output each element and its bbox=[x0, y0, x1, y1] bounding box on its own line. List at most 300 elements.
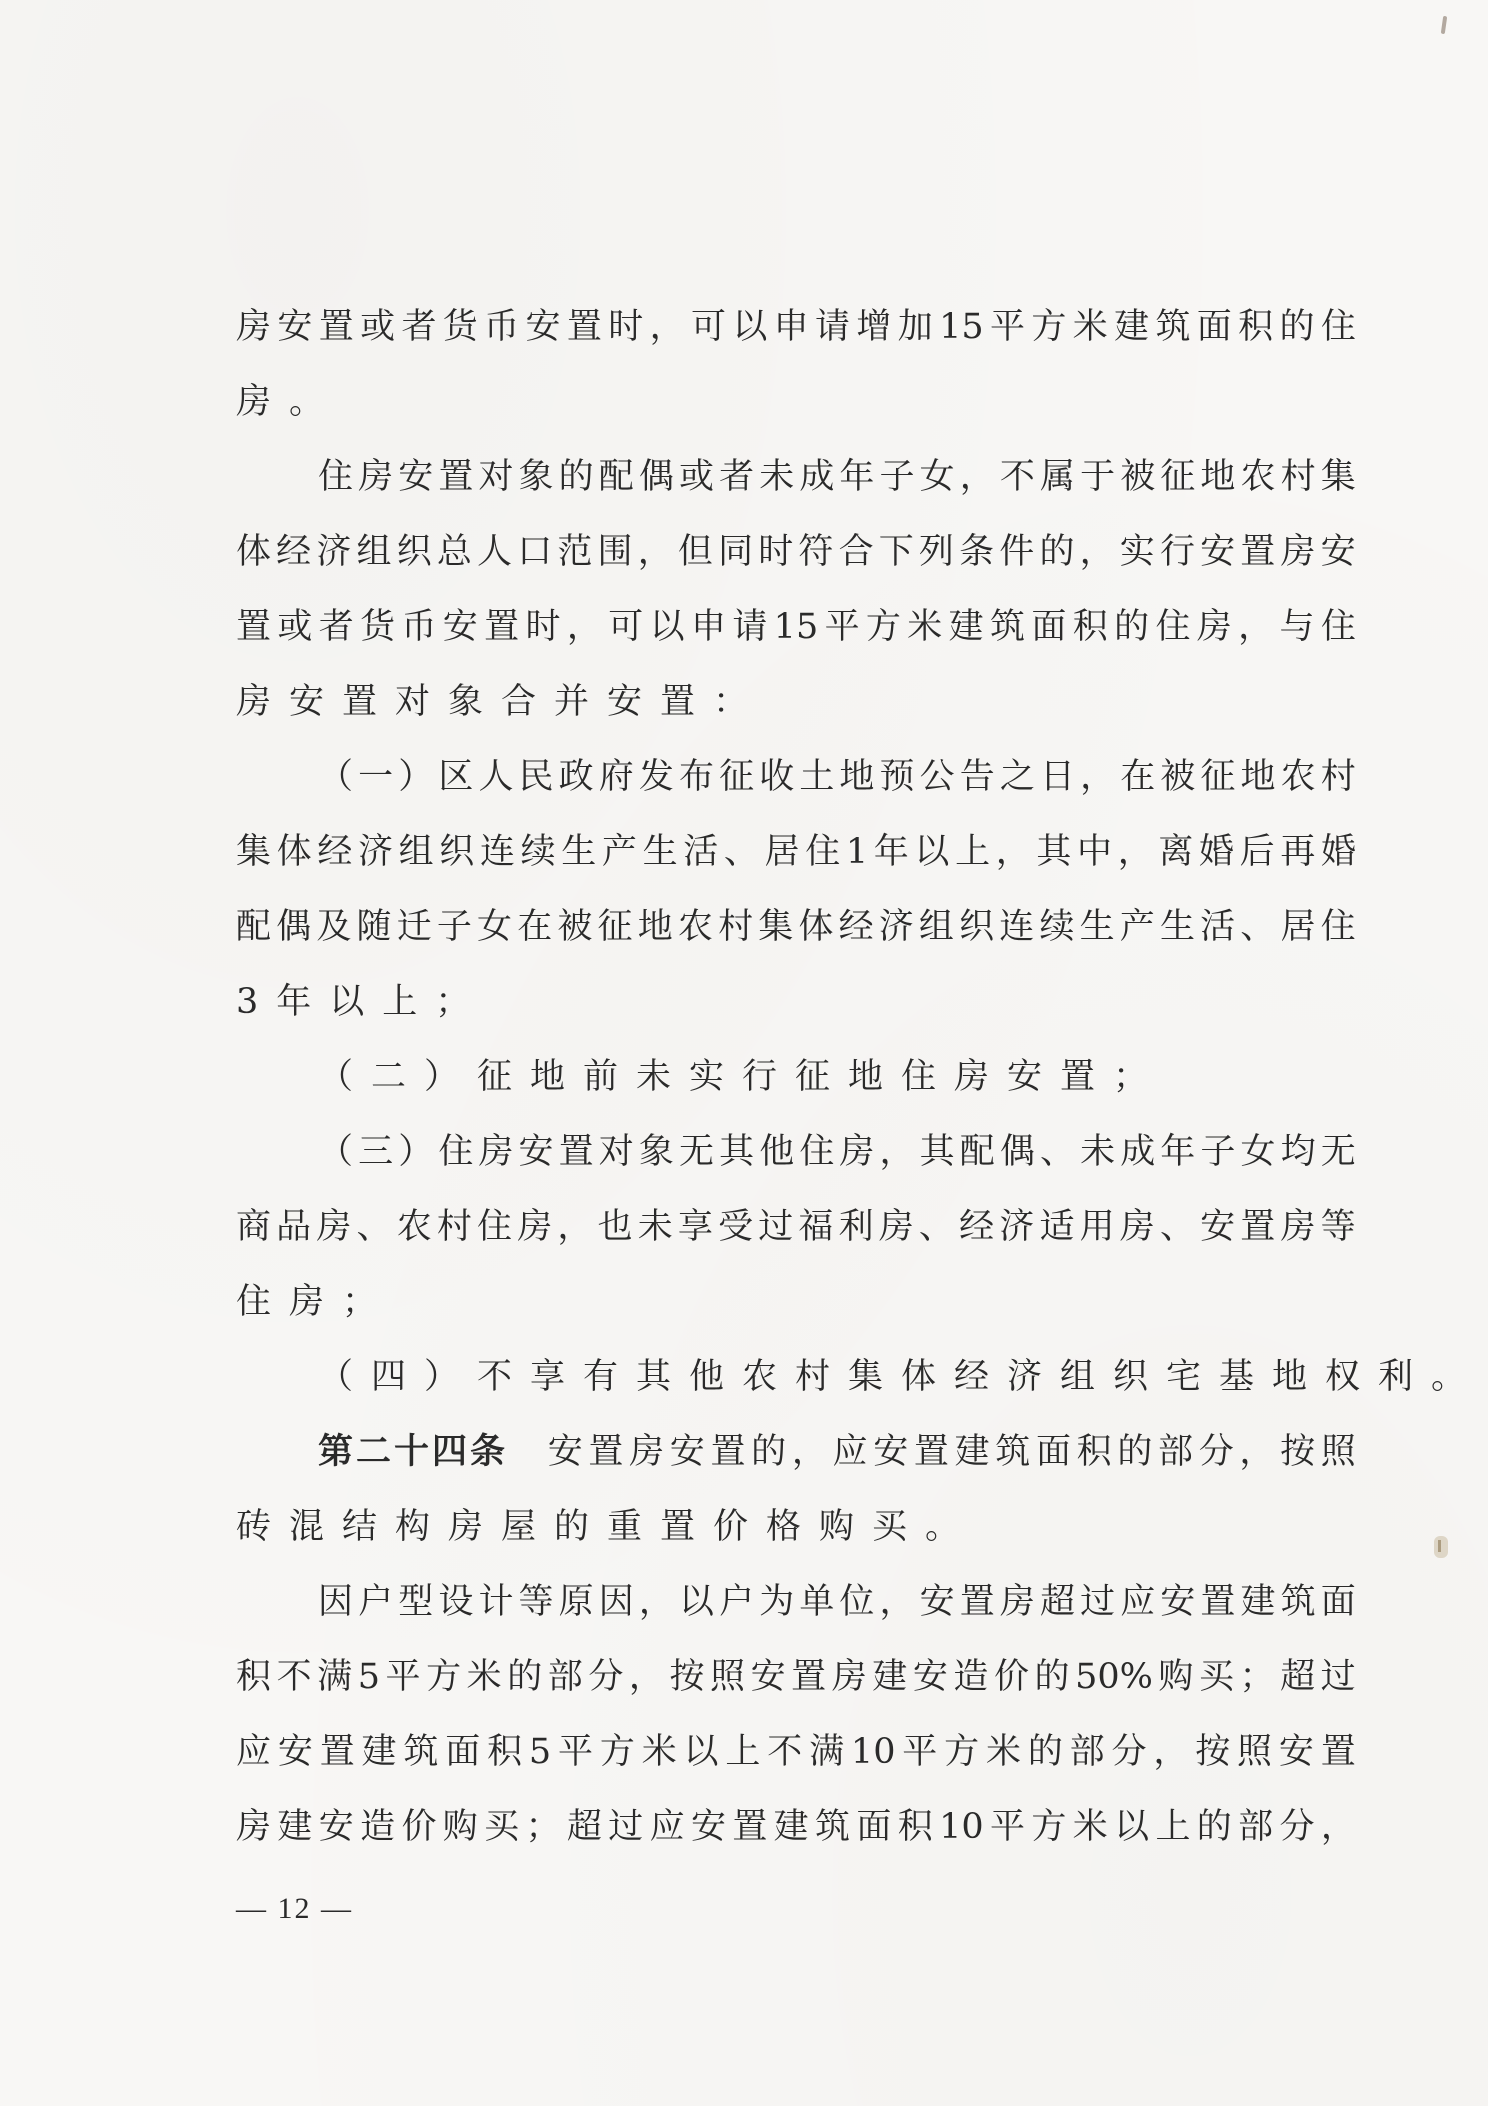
glyph: 被 bbox=[1160, 757, 1196, 797]
glyph: 方 bbox=[1031, 307, 1067, 347]
glyph: 置 bbox=[913, 1432, 949, 1472]
glyph: （ bbox=[318, 1132, 354, 1172]
line-text: 砖混结构房屋的重置价格购买。 bbox=[236, 1507, 979, 1547]
glyph: 过 bbox=[758, 1207, 794, 1247]
glyph: ； bbox=[1239, 1657, 1275, 1697]
glyph: 利 bbox=[838, 1207, 874, 1247]
glyph: ， bbox=[637, 532, 673, 572]
glyph: 置 bbox=[319, 1732, 355, 1772]
glyph: 住 bbox=[438, 1132, 474, 1172]
glyph: 住 bbox=[1155, 607, 1191, 647]
text-line bbox=[236, 290, 1356, 365]
glyph: 的 bbox=[1196, 1807, 1232, 1847]
glyph: 配 bbox=[959, 1132, 995, 1172]
glyph: ， bbox=[1239, 1432, 1275, 1472]
glyph: ） bbox=[398, 1132, 434, 1172]
glyph: 设 bbox=[438, 1582, 474, 1622]
text-line bbox=[236, 1265, 1356, 1340]
glyph: 经 bbox=[317, 832, 353, 872]
glyph: 增 bbox=[856, 307, 892, 347]
text-line bbox=[236, 1490, 1356, 1565]
glyph: 同 bbox=[718, 532, 754, 572]
glyph: ， bbox=[1153, 1732, 1189, 1772]
glyph: 置 bbox=[484, 607, 520, 647]
glyph: 分 bbox=[1279, 1807, 1315, 1847]
glyph: ， bbox=[1320, 1807, 1356, 1847]
glyph: 住 bbox=[805, 832, 841, 872]
glyph: 米 bbox=[641, 1732, 677, 1772]
glyph: 面 bbox=[445, 1732, 481, 1772]
glyph: 的 bbox=[1034, 1657, 1070, 1697]
glyph: 年 bbox=[839, 457, 875, 497]
glyph: 5 bbox=[528, 1732, 552, 1772]
text-line bbox=[236, 1115, 1356, 1190]
glyph: ， bbox=[566, 607, 602, 647]
glyph: 平 bbox=[824, 607, 860, 647]
glyph: 者 bbox=[719, 457, 755, 497]
glyph: 购 bbox=[442, 1807, 478, 1847]
glyph: 生 bbox=[1159, 907, 1195, 947]
glyph: 生 bbox=[642, 832, 678, 872]
glyph: 集 bbox=[1320, 457, 1356, 497]
glyph: 置 bbox=[959, 1582, 995, 1622]
glyph: 活 bbox=[683, 832, 719, 872]
glyph: 平 bbox=[990, 307, 1026, 347]
glyph: 迁 bbox=[396, 907, 432, 947]
glyph: 的 bbox=[751, 1432, 787, 1472]
glyph: 府 bbox=[598, 757, 634, 797]
glyph: 安 bbox=[398, 457, 434, 497]
glyph: 、 bbox=[1159, 1207, 1195, 1247]
glyph: 应 bbox=[832, 1432, 868, 1472]
glyph: 以 bbox=[649, 607, 685, 647]
glyph: 置 bbox=[438, 457, 474, 497]
glyph: 的 bbox=[1027, 1732, 1063, 1772]
glyph: 房 bbox=[839, 1132, 875, 1172]
glyph: 无 bbox=[678, 1132, 714, 1172]
glyph: 者 bbox=[318, 607, 354, 647]
glyph: 后 bbox=[1239, 832, 1275, 872]
glyph: ， bbox=[1080, 757, 1116, 797]
glyph: 置 bbox=[318, 307, 354, 347]
glyph: 农 bbox=[396, 1207, 432, 1247]
glyph: ， bbox=[628, 1657, 664, 1697]
glyph: 其 bbox=[919, 1132, 955, 1172]
glyph: 积 bbox=[897, 1807, 933, 1847]
glyph: 公 bbox=[919, 757, 955, 797]
glyph: 住 bbox=[1320, 907, 1356, 947]
glyph: 照 bbox=[1237, 1732, 1273, 1772]
glyph: 年 bbox=[1160, 1132, 1196, 1172]
glyph: 连 bbox=[999, 907, 1035, 947]
glyph: 对 bbox=[478, 457, 514, 497]
text-line-content bbox=[318, 1415, 1356, 1490]
glyph: 申 bbox=[690, 607, 726, 647]
glyph: 1 bbox=[845, 832, 869, 872]
glyph: 年 bbox=[873, 832, 909, 872]
glyph: 告 bbox=[959, 757, 995, 797]
text-line-content bbox=[318, 1340, 1485, 1415]
glyph: 区 bbox=[438, 757, 474, 797]
glyph: 房 bbox=[1196, 607, 1232, 647]
glyph: 行 bbox=[1159, 532, 1195, 572]
glyph: 房 bbox=[878, 1207, 914, 1247]
glyph: 未 bbox=[637, 1207, 673, 1247]
text-line bbox=[236, 1640, 1356, 1715]
text-line-content bbox=[318, 1115, 1356, 1190]
glyph: 房 bbox=[358, 457, 394, 497]
glyph: 价 bbox=[401, 1807, 437, 1847]
glyph: 女 bbox=[477, 907, 513, 947]
glyph: 发 bbox=[638, 757, 674, 797]
glyph: 与 bbox=[1279, 607, 1315, 647]
glyph: 、 bbox=[918, 1207, 954, 1247]
glyph: 上 bbox=[1155, 1807, 1191, 1847]
glyph: 筑 bbox=[990, 607, 1026, 647]
glyph: 原 bbox=[558, 1582, 594, 1622]
glyph: 时 bbox=[608, 307, 644, 347]
glyph: 的 bbox=[1117, 1432, 1153, 1472]
glyph: 面 bbox=[1320, 1582, 1356, 1622]
glyph: 因 bbox=[598, 1582, 634, 1622]
glyph: 但 bbox=[677, 532, 713, 572]
glyph: 建 bbox=[1114, 307, 1150, 347]
glyph: 不 bbox=[767, 1732, 803, 1772]
glyph: 体 bbox=[276, 832, 312, 872]
glyph: 请 bbox=[732, 607, 768, 647]
text-line-content bbox=[318, 1040, 1356, 1115]
glyph: 体 bbox=[236, 532, 272, 572]
glyph: 受 bbox=[718, 1207, 754, 1247]
glyph: 住 bbox=[799, 1132, 835, 1172]
glyph: 连 bbox=[479, 832, 515, 872]
glyph: 过 bbox=[608, 1807, 644, 1847]
glyph: 米 bbox=[985, 1732, 1021, 1772]
glyph: 活 bbox=[1200, 907, 1236, 947]
glyph: 他 bbox=[759, 1132, 795, 1172]
glyph: 配 bbox=[236, 907, 272, 947]
glyph: 位 bbox=[839, 1582, 875, 1622]
text-line bbox=[236, 740, 1356, 815]
glyph: 在 bbox=[1120, 757, 1156, 797]
glyph: 产 bbox=[1119, 907, 1155, 947]
glyph: 地 bbox=[839, 757, 875, 797]
glyph: ； bbox=[525, 1807, 561, 1847]
glyph: 因 bbox=[318, 1582, 354, 1622]
glyph: 济 bbox=[999, 1207, 1035, 1247]
glyph: 离 bbox=[1158, 832, 1194, 872]
glyph: 济 bbox=[878, 907, 914, 947]
glyph: 婚 bbox=[1199, 832, 1235, 872]
glyph: 面 bbox=[1031, 607, 1067, 647]
glyph: 口 bbox=[517, 532, 553, 572]
glyph: 土 bbox=[799, 757, 835, 797]
glyph: 置 bbox=[558, 1132, 594, 1172]
glyph: 部 bbox=[547, 1657, 583, 1697]
glyph: 集 bbox=[236, 832, 272, 872]
glyph: 房 bbox=[999, 1582, 1035, 1622]
glyph: 币 bbox=[484, 307, 520, 347]
text-line-content bbox=[236, 1190, 1356, 1265]
text-line-content bbox=[236, 965, 1356, 1040]
glyph: 收 bbox=[759, 757, 795, 797]
glyph: 安 bbox=[873, 1432, 909, 1472]
glyph: 面 bbox=[1196, 307, 1232, 347]
text-line bbox=[236, 965, 1356, 1040]
glyph: 子 bbox=[1200, 1132, 1236, 1172]
text-line bbox=[236, 1415, 1356, 1490]
glyph: 范 bbox=[557, 532, 593, 572]
glyph: 集 bbox=[758, 907, 794, 947]
glyph: 济 bbox=[357, 832, 393, 872]
glyph: 村 bbox=[1280, 457, 1316, 497]
text-line-content bbox=[236, 365, 1356, 440]
glyph: 型 bbox=[398, 1582, 434, 1622]
line-text: 住房； bbox=[236, 1282, 396, 1322]
glyph: 15 bbox=[773, 607, 819, 647]
glyph: 的 bbox=[1039, 532, 1075, 572]
glyph: 其 bbox=[719, 1132, 755, 1172]
glyph: 产 bbox=[601, 832, 637, 872]
glyph: 下 bbox=[878, 532, 914, 572]
glyph: ， bbox=[995, 832, 1031, 872]
glyph: 方 bbox=[1031, 1807, 1067, 1847]
glyph: 征 bbox=[1200, 757, 1236, 797]
glyph: 地 bbox=[1240, 757, 1276, 797]
text-line-content bbox=[236, 515, 1356, 590]
text-line bbox=[236, 1040, 1356, 1115]
line-text: 房。 bbox=[236, 382, 343, 422]
glyph: 满 bbox=[317, 1657, 353, 1697]
glyph: 生 bbox=[1079, 907, 1115, 947]
glyph: 为 bbox=[759, 1582, 795, 1622]
glyph: 置 bbox=[1320, 1732, 1356, 1772]
glyph: ， bbox=[557, 1207, 593, 1247]
glyph: 中 bbox=[1077, 832, 1113, 872]
glyph: 满 bbox=[809, 1732, 845, 1772]
glyph: 积 bbox=[1238, 307, 1274, 347]
glyph: 以 bbox=[1114, 1807, 1150, 1847]
glyph: 货 bbox=[442, 307, 478, 347]
glyph: 、 bbox=[356, 1207, 392, 1247]
glyph: 分 bbox=[1198, 1432, 1234, 1472]
glyph: 积 bbox=[1072, 607, 1108, 647]
glyph: 买 bbox=[1198, 1657, 1234, 1697]
glyph: 计 bbox=[478, 1582, 514, 1622]
glyph: 征 bbox=[1160, 457, 1196, 497]
glyph: 方 bbox=[865, 607, 901, 647]
glyph: 安 bbox=[318, 1807, 354, 1847]
glyph: 配 bbox=[598, 457, 634, 497]
glyph: 时 bbox=[758, 532, 794, 572]
glyph: 安 bbox=[1320, 532, 1356, 572]
glyph: 单 bbox=[799, 1582, 835, 1622]
glyph: 方 bbox=[944, 1732, 980, 1772]
glyph: 置 bbox=[236, 607, 272, 647]
glyph: 房 bbox=[478, 1132, 514, 1172]
glyph: 其 bbox=[1036, 832, 1072, 872]
glyph: 照 bbox=[710, 1657, 746, 1697]
glyph: （ bbox=[318, 757, 354, 797]
glyph: 安 bbox=[912, 1657, 948, 1697]
glyph: 上 bbox=[725, 1732, 761, 1772]
glyph: 续 bbox=[520, 832, 556, 872]
glyph: 建 bbox=[954, 1432, 990, 1472]
glyph: 购 bbox=[1158, 1657, 1194, 1697]
glyph: 安 bbox=[277, 307, 313, 347]
glyph: 商 bbox=[236, 1207, 272, 1247]
glyph: 成 bbox=[799, 457, 835, 497]
scan-stain bbox=[1434, 1536, 1448, 1558]
glyph: 按 bbox=[1195, 1732, 1231, 1772]
glyph: 一 bbox=[358, 757, 394, 797]
glyph: 农 bbox=[677, 907, 713, 947]
glyph: 置 bbox=[588, 1432, 624, 1472]
glyph: 再 bbox=[1280, 832, 1316, 872]
text-line-content bbox=[236, 815, 1356, 890]
glyph: 安 bbox=[690, 1807, 726, 1847]
glyph: 者 bbox=[401, 307, 437, 347]
glyph: 子 bbox=[879, 457, 915, 497]
page-number: — 12 — bbox=[236, 1892, 353, 1925]
glyph: 户 bbox=[719, 1582, 755, 1622]
glyph: 属 bbox=[1039, 457, 1075, 497]
glyph: ， bbox=[1117, 832, 1153, 872]
glyph: 未 bbox=[759, 457, 795, 497]
glyph: 50% bbox=[1075, 1657, 1153, 1697]
line-text: 房安置对象合并安置： bbox=[236, 682, 767, 722]
glyph: 之 bbox=[999, 757, 1035, 797]
glyph: ， bbox=[1238, 607, 1274, 647]
glyph: 安 bbox=[547, 1432, 583, 1472]
glyph: 济 bbox=[316, 532, 352, 572]
glyph: 住 bbox=[1320, 307, 1356, 347]
glyph: 部 bbox=[1069, 1732, 1105, 1772]
glyph: 安 bbox=[442, 607, 478, 647]
glyph: 预 bbox=[879, 757, 915, 797]
glyph: 按 bbox=[1280, 1432, 1316, 1472]
text-line bbox=[236, 1565, 1356, 1640]
text-line bbox=[236, 665, 1356, 740]
glyph: 的 bbox=[1114, 607, 1150, 647]
glyph: 均 bbox=[1280, 1132, 1316, 1172]
glyph: 总 bbox=[436, 532, 472, 572]
text-line-content bbox=[236, 590, 1356, 665]
glyph: 织 bbox=[439, 832, 475, 872]
glyph: 对 bbox=[598, 1132, 634, 1172]
glyph: 地 bbox=[637, 907, 673, 947]
text-line-content bbox=[318, 740, 1356, 815]
text-line-content bbox=[236, 1790, 1356, 1865]
text-line bbox=[236, 815, 1356, 890]
glyph: 合 bbox=[838, 532, 874, 572]
glyph: 条 bbox=[959, 532, 995, 572]
glyph: 实 bbox=[1119, 532, 1155, 572]
glyph: 筑 bbox=[1280, 1582, 1316, 1622]
glyph: 平 bbox=[990, 1807, 1026, 1847]
glyph: 10 bbox=[850, 1732, 896, 1772]
glyph: 建 bbox=[872, 1657, 908, 1697]
glyph: 政 bbox=[558, 757, 594, 797]
glyph: 村 bbox=[1320, 757, 1356, 797]
glyph: 置 bbox=[1200, 1582, 1236, 1622]
glyph: 子 bbox=[436, 907, 472, 947]
glyph: 筑 bbox=[403, 1732, 439, 1772]
glyph: ， bbox=[959, 457, 995, 497]
glyph: 筑 bbox=[815, 1807, 851, 1847]
glyph: 平 bbox=[902, 1732, 938, 1772]
glyph: 偶 bbox=[999, 1132, 1035, 1172]
glyph: 置 bbox=[732, 1807, 768, 1847]
glyph: 列 bbox=[918, 532, 954, 572]
glyph: 置 bbox=[1240, 532, 1276, 572]
glyph: ） bbox=[398, 757, 434, 797]
glyph: 适 bbox=[1039, 1207, 1075, 1247]
glyph: 组 bbox=[398, 832, 434, 872]
glyph: 房 bbox=[629, 1432, 665, 1472]
glyph: 人 bbox=[478, 757, 514, 797]
glyph: 、 bbox=[1039, 1132, 1075, 1172]
glyph: 偶 bbox=[276, 907, 312, 947]
glyph: 安 bbox=[277, 1732, 313, 1772]
glyph: 买 bbox=[484, 1807, 520, 1847]
glyph: 应 bbox=[649, 1807, 685, 1847]
text-line-content bbox=[236, 290, 1356, 365]
glyph: 房 bbox=[517, 1207, 553, 1247]
glyph: 安 bbox=[750, 1657, 786, 1697]
glyph: 分 bbox=[1111, 1732, 1147, 1772]
glyph: 或 bbox=[277, 607, 313, 647]
glyph: 被 bbox=[1120, 457, 1156, 497]
glyph: 应 bbox=[1120, 1582, 1156, 1622]
glyph: 征 bbox=[597, 907, 633, 947]
glyph: 无 bbox=[1320, 1132, 1356, 1172]
glyph: ， bbox=[649, 307, 685, 347]
article-heading: 第二十四条 bbox=[318, 1432, 509, 1472]
glyph: 在 bbox=[517, 907, 553, 947]
glyph: 福 bbox=[798, 1207, 834, 1247]
glyph: 日 bbox=[1039, 757, 1075, 797]
glyph: 安 bbox=[1200, 1207, 1236, 1247]
glyph: 房 bbox=[1119, 1207, 1155, 1247]
glyph: 经 bbox=[838, 907, 874, 947]
glyph: 15 bbox=[939, 307, 984, 347]
glyph: 置 bbox=[566, 307, 602, 347]
glyph: 人 bbox=[477, 532, 513, 572]
text-line-content bbox=[236, 1640, 1356, 1715]
glyph: 征 bbox=[719, 757, 755, 797]
glyph: 可 bbox=[690, 307, 726, 347]
glyph: 安 bbox=[669, 1432, 705, 1472]
glyph: 房 bbox=[316, 1207, 352, 1247]
glyph: 件 bbox=[999, 532, 1035, 572]
glyph: 、 bbox=[723, 832, 759, 872]
glyph: 未 bbox=[1080, 1132, 1116, 1172]
glyph: 以 bbox=[914, 832, 950, 872]
line-text: （四）不享有其他农村集体经济组织宅基地权利。 bbox=[318, 1357, 1485, 1397]
text-line bbox=[236, 365, 1356, 440]
glyph: 住 bbox=[318, 457, 354, 497]
document-body bbox=[236, 290, 1485, 1865]
glyph: 等 bbox=[1320, 1207, 1356, 1247]
glyph: 房 bbox=[236, 307, 272, 347]
glyph: 请 bbox=[815, 307, 851, 347]
glyph: 的 bbox=[558, 457, 594, 497]
text-line bbox=[236, 440, 1356, 515]
text-line bbox=[236, 590, 1356, 665]
glyph: 于 bbox=[1080, 457, 1116, 497]
glyph: 置 bbox=[710, 1432, 746, 1472]
